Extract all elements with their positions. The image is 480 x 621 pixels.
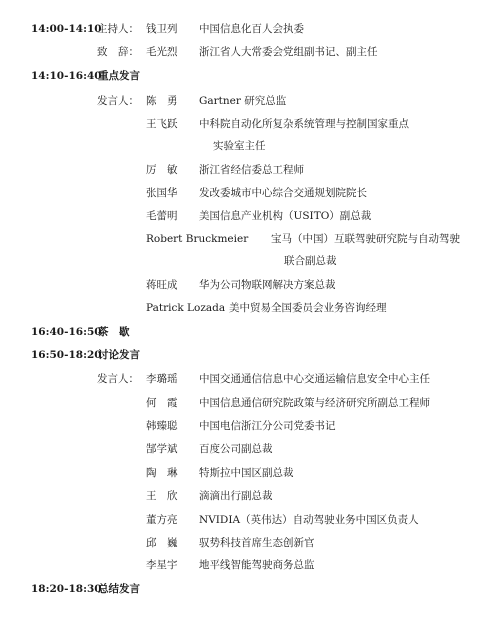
person-name: Patrick Lozada — [146, 302, 226, 314]
person-title: 滴滴出行副总裁 — [199, 490, 273, 502]
person-title: 中国交通通信信息中心交通运输信息安全中心主任 — [199, 373, 430, 385]
person-title: 华为公司物联网解决方案总裁 — [199, 279, 336, 291]
person-name: 韩臻聪 — [146, 420, 178, 432]
person-title: 特斯拉中国区副总裁 — [199, 467, 294, 479]
person-name: 王 欣 — [146, 490, 178, 502]
role-label: 发言人： — [97, 95, 139, 107]
person-name: 钱卫列 — [146, 23, 178, 35]
person-name: 郜学斌 — [146, 443, 178, 455]
person-name: Robert Bruckmeier — [146, 233, 249, 245]
person-title: 中国信息通信研究院政策与经济研究所副总工程师 — [199, 397, 430, 409]
person-title: 浙江省经信委总工程师 — [199, 164, 304, 176]
time-slot: 14:10-16:40 — [31, 70, 102, 82]
person-title: 浙江省人大常委会党组副书记、副主任 — [199, 46, 378, 58]
person-name: 李星宇 — [146, 559, 178, 571]
section-heading: 讨论发言 — [98, 349, 140, 361]
person-title: 中科院自动化所复杂系统管理与控制国家重点 — [199, 118, 409, 130]
section-heading: 总结发言 — [98, 583, 140, 595]
time-slot: 16:50-18:20 — [31, 349, 102, 361]
person-name: 董方亮 — [146, 514, 178, 526]
person-name: 陶 琳 — [146, 467, 178, 479]
person-name: 何 霞 — [146, 397, 178, 409]
person-title: NVIDIA（英伟达）自动驾驶业务中国区负责人 — [199, 514, 419, 526]
person-name: 厉 敏 — [146, 164, 178, 176]
person-name: 毛蕾明 — [146, 210, 178, 222]
person-title-cont: 联合副总裁 — [284, 255, 337, 267]
person-title: 中国电信浙江分公司党委书记 — [199, 420, 336, 432]
person-title: 美中贸易全国委员会业务咨询经理 — [229, 302, 387, 314]
role-label: 发言人： — [97, 373, 139, 385]
time-slot: 14:00-14:10 — [31, 23, 102, 35]
person-name: 蒋旺成 — [146, 279, 178, 291]
person-title: 美国信息产业机构（USITO）副总裁 — [199, 210, 372, 222]
time-slot: 16:40-16:50 — [31, 326, 102, 338]
person-title: 地平线智能驾驶商务总监 — [199, 559, 315, 571]
person-name: 王飞跃 — [146, 118, 178, 130]
person-title: 宝马（中国）互联驾驶研究院与自动驾驶 — [271, 233, 460, 245]
person-name: 李璐瑶 — [146, 373, 178, 385]
section-heading: 重点发言 — [98, 70, 140, 82]
person-title: 百度公司副总裁 — [199, 443, 273, 455]
person-title: Gartner 研究总监 — [199, 95, 287, 107]
person-title: 中国信息化百人会执委 — [199, 23, 304, 35]
person-title: 发改委城市中心综合交通规划院院长 — [199, 187, 367, 199]
person-title: 驭势科技首席生态创新官 — [199, 537, 315, 549]
person-name: 张国华 — [146, 187, 178, 199]
person-name: 邱 巍 — [146, 537, 178, 549]
person-name: 毛光烈 — [146, 46, 178, 58]
role-label: 主持人： — [97, 23, 139, 35]
section-heading: 茶 歇 — [98, 326, 130, 338]
person-title-cont: 实验室主任 — [213, 140, 266, 152]
role-label: 致 辞： — [97, 46, 139, 58]
time-slot: 18:20-18:30 — [31, 583, 102, 595]
person-name: 陈 勇 — [146, 95, 178, 107]
